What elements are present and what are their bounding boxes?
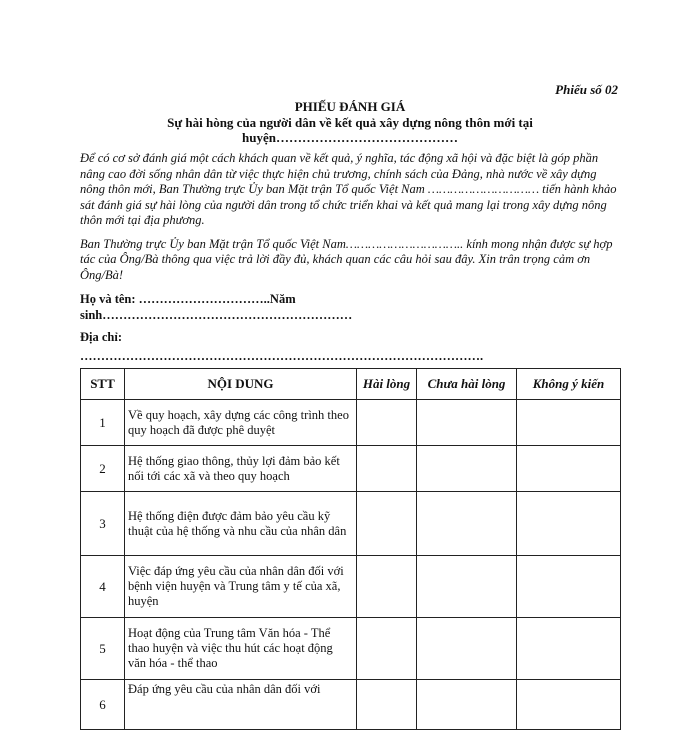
satisfied-cell[interactable]	[357, 680, 417, 730]
no-opinion-cell[interactable]	[517, 400, 621, 446]
unsatisfied-cell[interactable]	[417, 446, 517, 492]
name-field[interactable]: Họ và tên: …………………………..Năm	[80, 292, 296, 306]
survey-form-page	[80, 82, 620, 712]
header-unsatisfied: Chưa hài lòng	[417, 369, 517, 400]
satisfied-cell[interactable]	[357, 446, 417, 492]
table-row	[81, 680, 621, 730]
satisfied-cell[interactable]	[357, 400, 417, 446]
form-title: PHIẾU ĐÁNH GIÁ	[294, 99, 406, 114]
row-number: 5	[81, 618, 125, 680]
satisfied-cell[interactable]	[357, 492, 417, 556]
row-number: 3	[81, 492, 125, 556]
row-content: Đáp ứng yêu cầu của nhân dân đối với	[125, 680, 357, 730]
no-opinion-cell[interactable]	[517, 618, 621, 680]
birth-year-field[interactable]: sinh……………………………………………………	[80, 308, 353, 322]
unsatisfied-cell[interactable]	[417, 618, 517, 680]
row-number: 1	[81, 400, 125, 446]
unsatisfied-cell[interactable]	[417, 556, 517, 618]
row-content: Hệ thống giao thông, thủy lợi đảm bảo kết nối tới các xã và theo quy hoạch	[125, 446, 357, 492]
satisfied-cell[interactable]	[357, 618, 417, 680]
row-number: 2	[81, 446, 125, 492]
table-row	[81, 400, 621, 446]
header-satisfied: Hài lòng	[357, 369, 417, 400]
header-content: NỘI DUNG	[125, 369, 357, 400]
header-stt: STT	[81, 369, 125, 400]
header-no-opinion: Không ý kiến	[517, 369, 621, 400]
table-header-row	[81, 369, 621, 400]
address-field[interactable]: …………………………………………………………………………………….	[80, 349, 484, 363]
no-opinion-cell[interactable]	[517, 680, 621, 730]
unsatisfied-cell[interactable]	[417, 400, 517, 446]
no-opinion-cell[interactable]	[517, 446, 621, 492]
row-content: Việc đáp ứng yêu cầu của nhân dân đối với bệnh viện huyện và Trung tâm y tế của xã, huyện	[125, 556, 357, 618]
table-row	[81, 618, 621, 680]
row-number: 6	[81, 680, 125, 730]
form-number: Phiếu số 02	[555, 82, 618, 97]
address-label: Địa chỉ:	[80, 330, 123, 344]
unsatisfied-cell[interactable]	[417, 680, 517, 730]
intro-paragraph: Để có cơ sở đánh giá một cách khách quan về kết quả, ý nghĩa, tác động xã hội và đặc biệt là góp phần nâng cao đời sống nhân dân từ việc thực hiện chủ trương, chính sách của Đảng, nhà nước về xây dựng nông thôn mới, Ban Thường trực Ủy ban Mặt trận Tổ quốc Việt Nam ………………………… tiến hành khảo sát đánh giá sự hài lòng của người dân trong tổ chức triển khai và kết quả mang lại trong xây dựng nông thôn mới tại địa phương.	[80, 151, 617, 227]
table-row	[81, 556, 621, 618]
row-content: Hoạt động của Trung tâm Văn hóa - Thể thao huyện và việc thu hút các hoạt động văn hóa - thể thao	[125, 618, 357, 680]
satisfied-cell[interactable]	[357, 556, 417, 618]
unsatisfied-cell[interactable]	[417, 492, 517, 556]
satisfaction-table	[80, 368, 621, 730]
table-row	[81, 446, 621, 492]
table-row	[81, 492, 621, 556]
form-subtitle: Sự hài hòng của người dân về kết quả xây dựng nông thôn mới tại huyện……………………………………	[167, 115, 533, 145]
no-opinion-cell[interactable]	[517, 556, 621, 618]
row-content: Hệ thống điện được đảm bảo yêu cầu kỹ thuật của hệ thống và nhu cầu của nhân dân	[125, 492, 357, 556]
row-number: 4	[81, 556, 125, 618]
request-paragraph: Ban Thường trực Ủy ban Mặt trận Tổ quốc Việt Nam………………………….. kính mong nhận được sự hợp tác của Ông/Bà thông qua việc trả lời đầy đủ, khách quan các câu hỏi sau đây. Xin trân trọng cảm ơn Ông/Bà!	[80, 236, 613, 282]
no-opinion-cell[interactable]	[517, 492, 621, 556]
row-content: Về quy hoạch, xây dựng các công trình theo quy hoạch đã được phê duyệt	[125, 400, 357, 446]
respondent-fields	[80, 291, 620, 345]
